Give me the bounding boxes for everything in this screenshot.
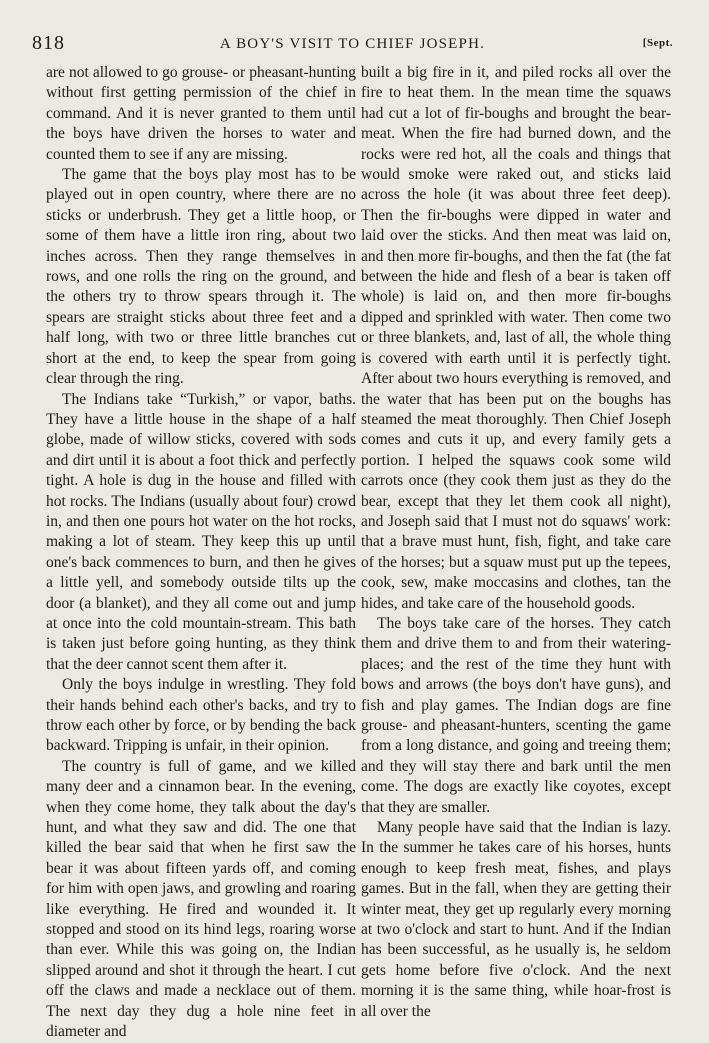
page-header: [32, 32, 673, 58]
right-column: [361, 63, 671, 1020]
paragraph: The country is full of game, and we killed many deer and a cinnamon bear. In the evening, when they come home, they talk about the day's hunt, and what they saw and did. The one that killed the bear said that when he first saw the bear it was about fifteen yards off, and coming for him with open jaws, and growling and roaring like everything. He fired and wounded it. It stopped and stood on its hind legs, roaring worse than ever. While this was going on, the Indian slipped around and shot it through the heart. I cut off the claws and made a necklace out of them. The next day they dug a hole nine feet in diameter and: [46, 757, 356, 1041]
paragraph: The Indians take “Turkish,” or vapor, baths. They have a little house in the shape of a half globe, made of willow sticks, covered with sods and dirt until it is about a foot thick and perfectly tight. A hole is dug in the house and filled with hot rocks. The Indians (usually about four) crowd in, and then one pours hot water on the hot rocks, making a lot of steam. They keep this up until one's back commences to burn, and then he gives a little yell, and somebody outside tilts up the door (a blanket), and they all come out and jump at once into the cold mountain-stream. This bath is taken just before going hunting, as they think that the deer cannot scent them after it.: [46, 390, 356, 673]
paragraph: The boys take care of the horses. They catch them and drive them to and from their watering-places; and the rest of the time they hunt with bows and arrows (the boys don't have guns), and fish and play games. The Indian dogs are fine grouse- and pheasant-hunters, scenting the game from a long distance, and going and treeing them; and they will stay there and bark until the men come. The dogs are exactly like coyotes, except that they are smaller.: [361, 614, 671, 816]
paragraph: Only the boys indulge in wrestling. They fold their hands behind each other's backs, and try to throw each other by force, or by bending the back backward. Tripping is unfair, in their opinion.: [46, 676, 356, 755]
paragraph: built a big fire in it, and piled rocks all over the fire to heat them. In the mean time the squaws had cut a lot of fir-boughs and brought the bear-meat. When the fire had burned down, and the rocks were red hot, all the coals and things that would smoke were raked out, and sticks laid across the hole (it was about three feet deep). Then the fir-boughs were dipped in water and laid over the sticks. And then meat was laid on, and then more fir-boughs, and then the fat (the fat between the hide and flesh of a bear is taken off whole) is laid on, and then more fir-boughs dipped and sprinkled with water. Then come two or three blankets, and, last of all, the whole thing is covered with earth until it is perfectly tight. After about two hours everything is removed, and the water that has been put on the boughs has steamed the meat thoroughly. Then Chief Joseph comes and cuts it up, and every family gets a portion. I helped the squaws cook some wild carrots once (they cook them just as they do the bear, except that they let them cook all night), and Joseph said that I must not do squaws' work: that a brave must hunt, fish, fight, and take care of the horses; but a squaw must put up the tepees, cook, sew, make moccasins and clothes, tan the hides, and take care of the household goods.: [361, 64, 671, 612]
left-column: [46, 63, 356, 1041]
issue-month: [Sept.: [642, 37, 673, 49]
paragraph: Many people have said that the Indian is lazy. In the summer he takes care of his horses, hunts enough to keep fresh meat, fishes, and plays games. But in the fall, when they are getting their winter meat, they get up regularly every morning at two o'clock and start to hunt. And if the Indian has been successful, as he usually is, he seldom gets home before five o'clock. And the next morning it is the same thing, while hoar-frost is all over the: [361, 819, 671, 1020]
paragraph: The game that the boys play most has to be played out in open country, where there are no sticks or underbrush. They get a little hoop, or some of them have a little iron ring, about two inches across. Then they range themselves in rows, and one rolls the ring on the ground, and the others try to throw spears through it. The spears are straight sticks about three feet and a half long, with two or three little branches cut short at the end, to keep the spear from going clear through the ring.: [46, 166, 356, 388]
running-title: A BOY'S VISIT TO CHIEF JOSEPH.: [219, 36, 486, 52]
page-number: 818: [32, 32, 65, 54]
paragraph: are not allowed to go grouse- or pheasant-hunting without first getting permission of the chief in command. And it is never granted to them until the boys have driven the horses to water and counted them to see if any are missing.: [46, 64, 356, 163]
